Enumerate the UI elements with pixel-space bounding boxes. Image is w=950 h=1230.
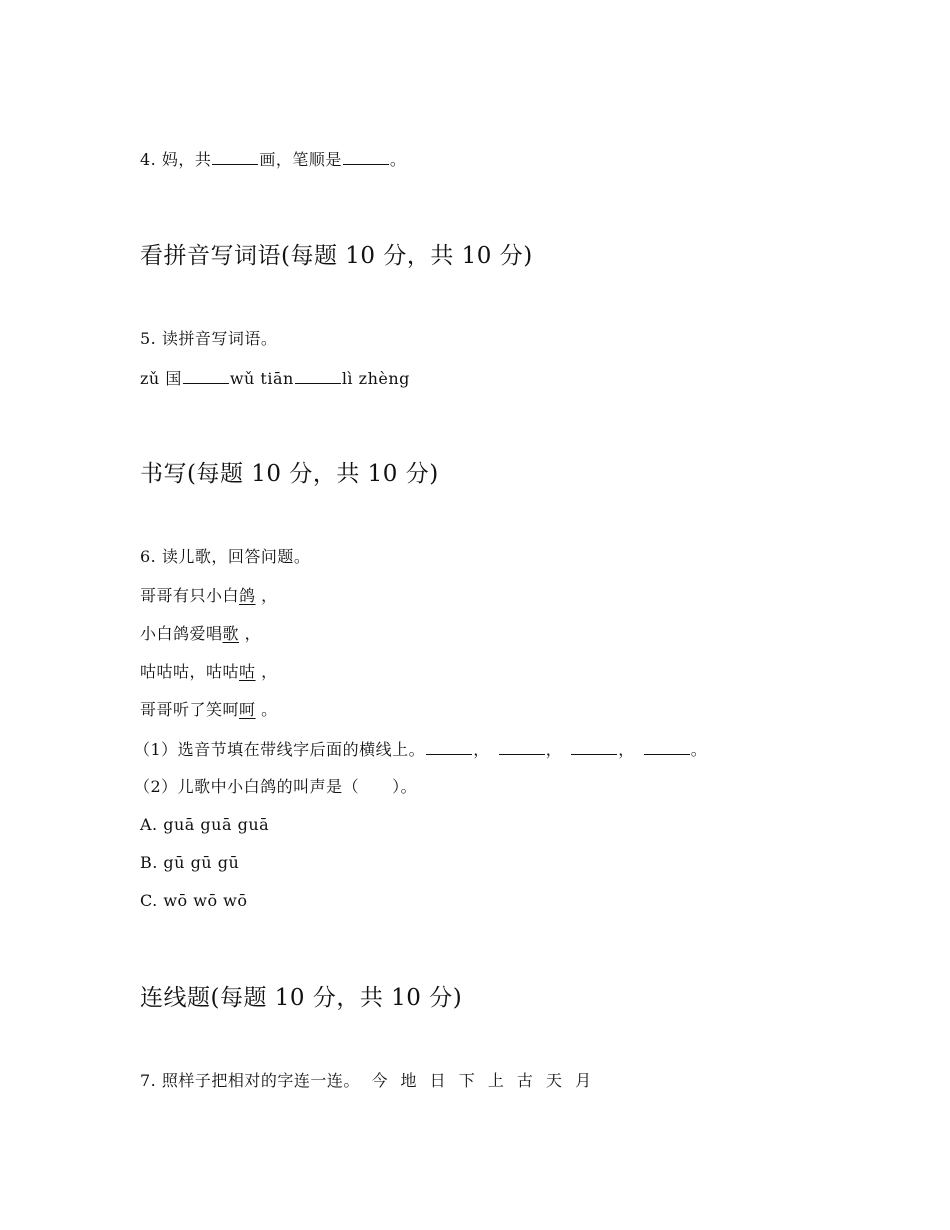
answer-blank[interactable] <box>183 367 229 384</box>
section-heading-matching: 连线题(每题 10 分，共 10 分) <box>140 985 463 1011</box>
section-heading-pinyin: 看拼音写词语(每题 10 分，共 10 分) <box>140 243 533 269</box>
option-c[interactable]: C. wō wō wō <box>140 891 248 910</box>
question-number: 6. <box>140 547 157 566</box>
question-text: 照样子把相对的字连一连。 <box>161 1071 360 1090</box>
poem-punct: ， <box>239 624 262 643</box>
answer-blank[interactable] <box>499 738 545 755</box>
question-text: 。 <box>389 150 407 169</box>
poem-line <box>140 585 278 607</box>
sub-question-1 <box>134 738 707 761</box>
poem-line <box>140 699 278 721</box>
answer-blank[interactable] <box>295 367 341 384</box>
question-5-items <box>140 367 410 390</box>
poem-text: 小白鸽爱唱 <box>140 624 223 643</box>
matching-characters: 今 地 日 下 上 古 天 月 <box>371 1071 596 1090</box>
period: 。 <box>690 740 708 759</box>
question-number: 5. <box>140 329 157 348</box>
underlined-char: 歌 <box>222 624 240 643</box>
poem-text: 哥哥有只小白 <box>140 586 240 605</box>
pinyin-item: wǔ tiān <box>229 369 294 388</box>
question-5-prompt <box>140 328 277 350</box>
poem-text: 咕咕咕，咕咕 <box>140 662 240 681</box>
answer-blank[interactable] <box>571 738 617 755</box>
question-text: 妈，共 <box>161 150 212 169</box>
poem-punct: ， <box>255 662 278 681</box>
poem-punct: 。 <box>255 700 278 719</box>
option-b[interactable]: B. gū gū gū <box>140 853 240 872</box>
comma: ， <box>545 740 563 759</box>
question-6-prompt <box>140 546 310 568</box>
poem-text: 哥哥听了笑呵 <box>140 700 240 719</box>
answer-blank[interactable] <box>426 738 472 755</box>
question-7 <box>140 1070 595 1092</box>
question-4 <box>140 148 406 171</box>
section-heading-writing: 书写(每题 10 分，共 10 分) <box>140 461 439 487</box>
question-text: 画，笔顺是 <box>259 150 342 169</box>
question-number: 4. <box>140 150 157 169</box>
answer-blank[interactable] <box>644 738 690 755</box>
question-text: 读儿歌，回答问题。 <box>161 547 311 566</box>
poem-line <box>140 623 261 645</box>
pinyin-item: zǔ 国 <box>140 369 182 388</box>
underlined-char: 咕 <box>239 662 256 681</box>
sub-question-text: （1）选音节填在带线字后面的横线上。 <box>134 740 426 759</box>
option-a[interactable]: A. guā guā guā <box>140 815 270 834</box>
pinyin-item: lì zhèng <box>341 369 410 388</box>
question-text: 读拼音写词语。 <box>161 329 278 348</box>
question-number: 7. <box>140 1071 157 1090</box>
comma: ， <box>618 740 635 759</box>
poem-line <box>140 661 278 683</box>
underlined-char: 鸽 <box>239 586 256 605</box>
comma: ， <box>473 740 490 759</box>
answer-blank[interactable] <box>343 148 389 165</box>
underlined-char: 呵 <box>239 700 256 719</box>
answer-blank[interactable] <box>212 148 258 165</box>
sub-question-2: （2）儿歌中小白鸽的叫声是（ ）。 <box>134 777 418 796</box>
poem-punct: ， <box>255 586 278 605</box>
